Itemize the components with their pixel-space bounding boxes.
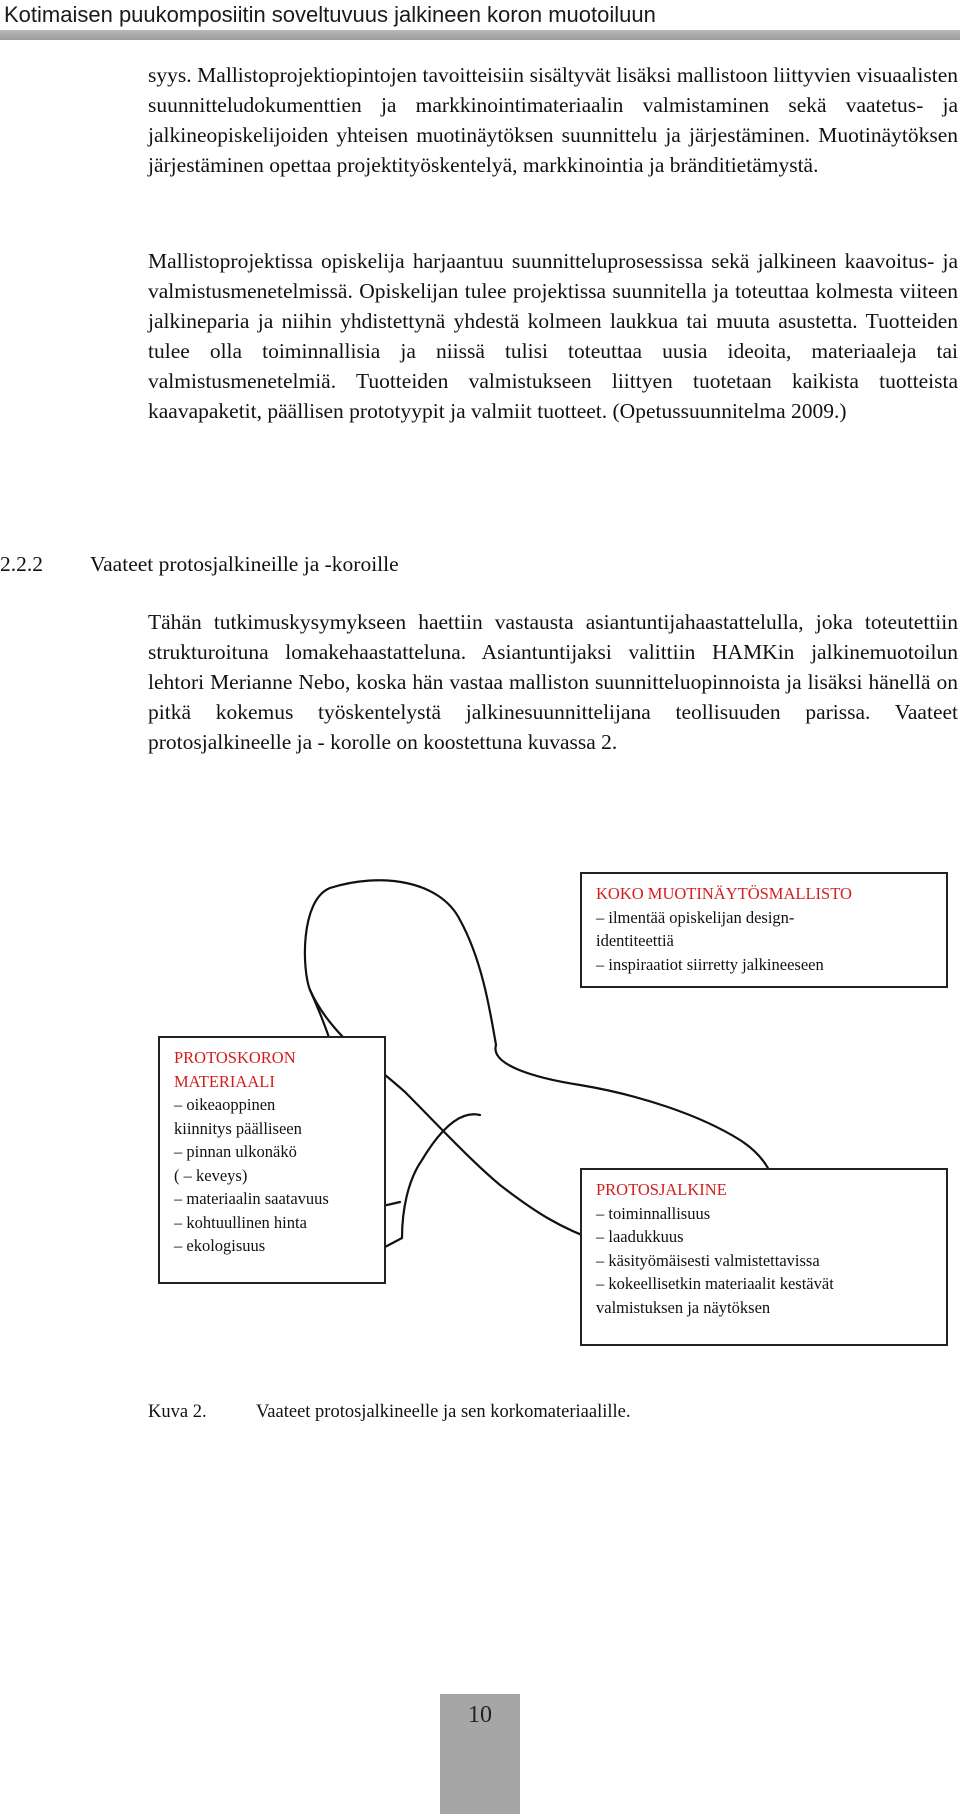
section-heading [0,552,399,577]
callout-item: – käsityömäisesti valmistettavissa [596,1250,820,1270]
header-rule [0,30,960,40]
callout-title: MATERIAALI [174,1071,275,1091]
callout-item: – toiminnallisuus [596,1203,711,1223]
callout-koko-muotinaytosmallisto [580,872,948,988]
shoe-heel-back [330,880,496,1045]
running-title: Kotimaisen puukomposiitin soveltuvuus jalkineen koron muotoiluun [4,2,656,27]
callout-item: – materiaalin saatavuus [174,1189,329,1208]
paragraph-2: Mallistoprojektissa opiskelija harjaantuu suunnitteluprosessissa sekä jalkineen kaavoitus- ja valmistusmenetelmissä. Opiskelijan tulee projektissa suunnitella ja toteuttaa kolmesta viiteen jalkineparia ja niihin yhdistettynä yhdestä kolmeen laukkua tai muuta asustetta. Tuotteiden tulee olla toiminnallisia ja niissä tulisi toteuttaa uusia ideoita, materiaaleja tai valmistusmenetelmiä. Tuotteiden valmistukseen liittyen tuotetaan kaikista tuotteista kaavapaketit, päällisen prototyypit ja valmiit tuotteet. (Opetussuunnitelma 2009.) [148,249,958,423]
callout-title: PROTOSJALKINE [596,1180,727,1199]
callout-item: valmistuksen ja näytöksen [596,1297,771,1317]
page-header [0,0,960,40]
page-number: 10 [468,1702,492,1728]
section-title: Vaateet protosjalkineille ja -koroille [90,552,399,576]
figure-shoe-diagram [140,860,960,1360]
shoe-heel-tip [370,1114,480,1255]
figure-caption [148,1402,630,1423]
callout-item: ( – keveys) [174,1165,248,1185]
paragraph-1: syys. Mallistoprojektiopintojen tavoitteisiin sisältyvät lisäksi mallistoon liittyvien visuaalisten suunnitteludokumenttien ja markkinointimateriaalin valmistaminen sekä vaatetus- ja jalkineopiskelijoiden yhteisen muotinäytöksen suunnittelu ja järjestäminen. Muotinäytöksen järjestäminen opettaa projektityöskentelyä, markkinointia ja bränditietämystä. [148,63,958,177]
callout-item: identiteettiä [596,931,674,950]
callout-item: – pinnan ulkonäkö [174,1142,297,1161]
callout-item: – kohtuullinen hinta [174,1212,307,1232]
callout-protosjalkine [580,1168,948,1346]
callout-title: PROTOSKORON [174,1048,296,1067]
caption-label: Kuva 2. [148,1402,207,1422]
callout-item: – ekologisuus [174,1236,266,1255]
callout-item: – kokeellisetkin materiaalit kestävät [596,1274,834,1293]
callout-title: KOKO MUOTINÄYTÖSMALLISTO [596,884,852,903]
callout-item: – inspiraatiot siirretty jalkineeseen [596,954,824,974]
section-number: 2.2.2 [0,552,43,576]
callout-protoskoron-materiaali [158,1036,386,1284]
callout-item: – laadukkuus [596,1227,684,1246]
callout-item: – ilmentää opiskelijan design- [596,907,795,927]
callout-item: – oikeaoppinen [174,1095,276,1114]
page-number-box [440,1694,520,1814]
callout-item: kiinnitys päälliseen [174,1118,302,1138]
caption-text: Vaateet protosjalkineelle ja sen korkomateriaalille. [256,1402,631,1422]
paragraph-3: Tähän tutkimuskysymykseen haettiin vastausta asiantuntijahaastattelulla, joka toteutettiin strukturoituna lomakehaastatteluna. Asiantuntijaksi valittiin HAMKin jalkinemuotoilun lehtori Merianne Nebo, koska hän vastaa malliston suunnitteluopinnoista ja lisäksi hänellä on pitkä kokemus työskentelystä jalkinesuunnittelijana teollisuuden parissa. Vaateet protosjalkineelle ja - korolle on koostettuna kuvassa 2. [148,610,958,754]
